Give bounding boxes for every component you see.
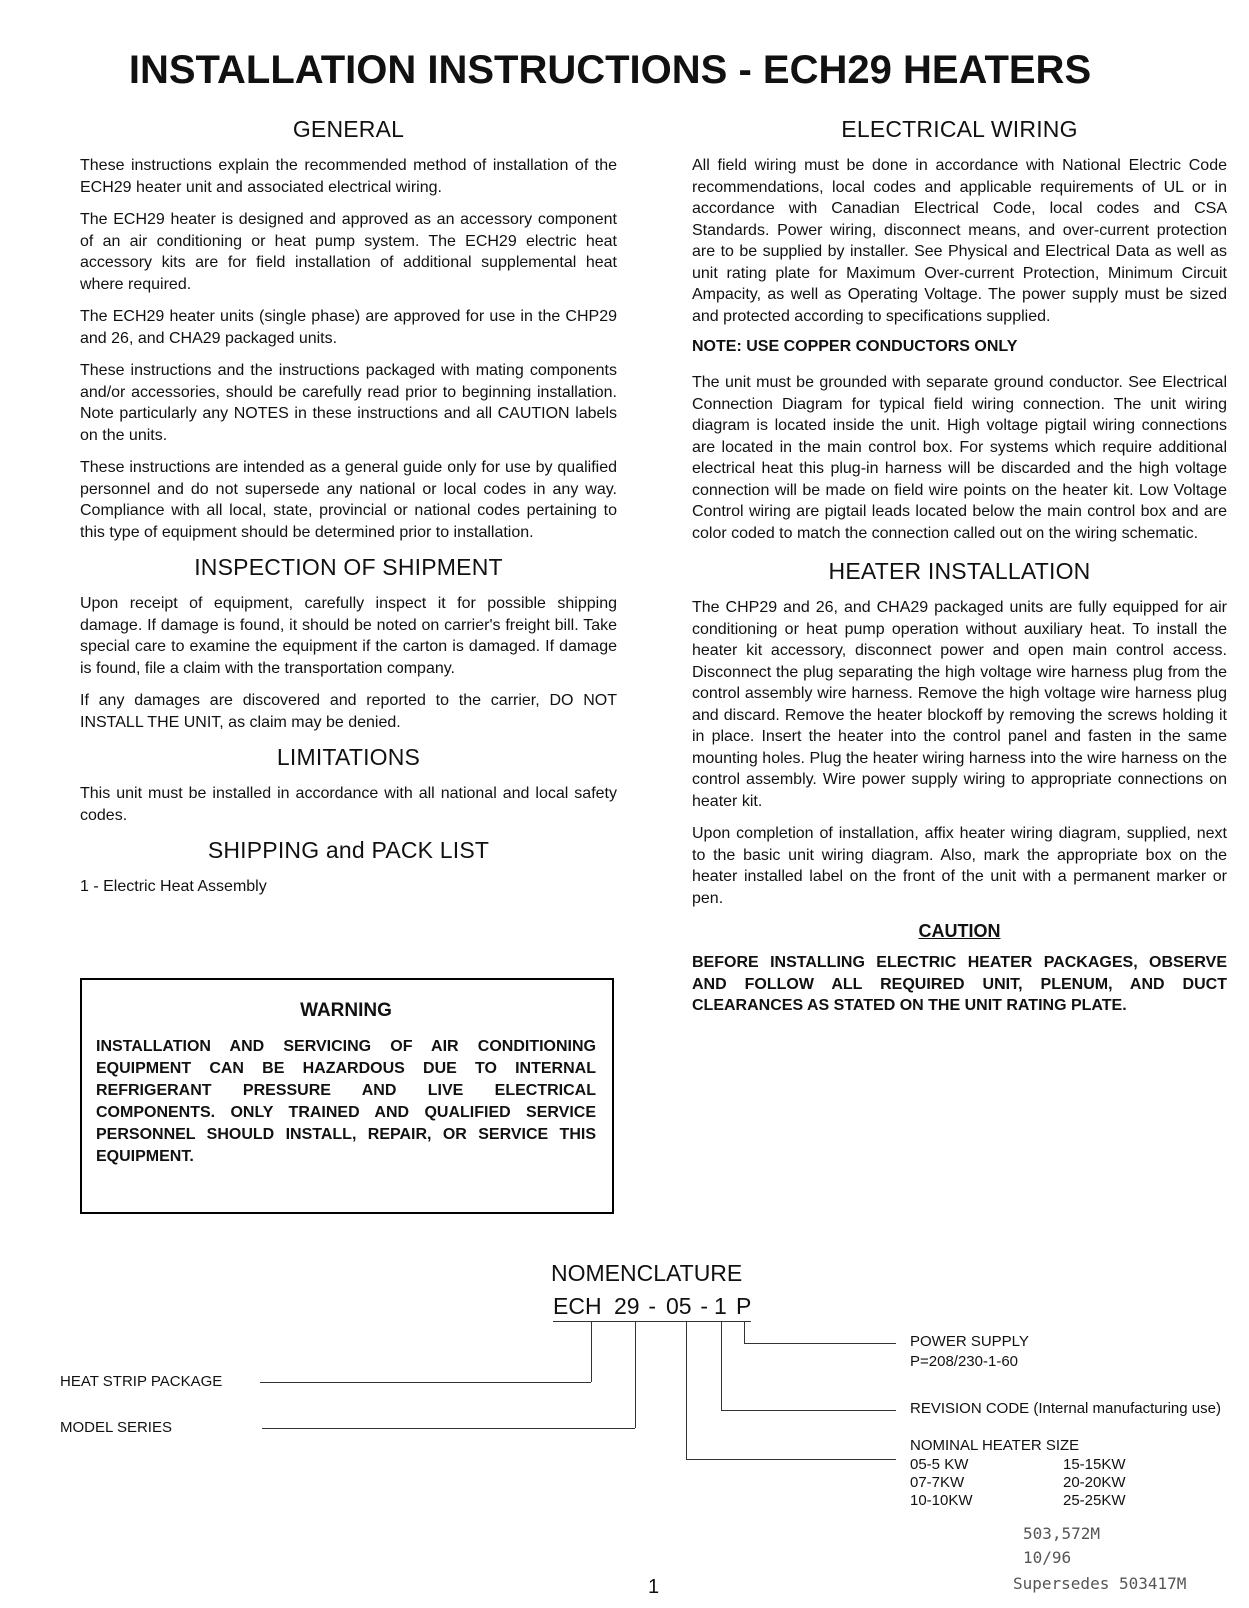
heater-size-drop <box>686 1322 687 1459</box>
stamp-supersedes: Supersedes 503417M <box>1013 1574 1187 1593</box>
heater-installation-paragraph-1: The CHP29 and 26, and CHA29 packaged units are fully equipped for air conditioning or heat pump operation without auxiliary heat. To install the heater kit accessory, disconnect power and open main control access. Disconnect the plug separating the high voltage wire harness plug from the control assembly wire harness. Remove the high voltage wire harness plug and discard. Remove the heater blockoff by removing the screws holding it in place. Insert the heater into the control panel and fasten in the same mounting holes. Plug the heater wiring harness into the wire harness on the control assembly. Wire power supply wiring to appropriate connections on heater kit. <box>692 599 1227 810</box>
heat-strip-drop <box>591 1322 592 1382</box>
shipping-heading: SHIPPING and PACK LIST <box>207 837 490 863</box>
heater-size-title: NOMINAL HEATER SIZE <box>910 1437 1080 1454</box>
code-p <box>736 1293 751 1320</box>
nomenclature-heading: NOMENCLATURE <box>551 1260 743 1286</box>
caution-text: BEFORE INSTALLING ELECTRIC HEATER PACKAGES, OBSERVE AND FOLLOW ALL REQUIRED UNIT, PLENUM, AND DUCT CLEARANCES AS STATED ON THE UNIT RATING PLATE. <box>692 954 1227 1014</box>
code-29-text: 29 <box>614 1293 640 1319</box>
code-sep1 <box>642 1293 662 1320</box>
size-05: 05-5 KW <box>910 1456 969 1473</box>
size-25: 25-25KW <box>1063 1492 1126 1509</box>
general-paragraph-1: These instructions explain the recommended method of installation of the ECH29 heater unit and associated electrical wiring. <box>80 157 617 196</box>
electrical-heading: ELECTRICAL WIRING <box>841 116 1078 142</box>
shipping-item: 1 - Electric Heat Assembly <box>80 878 267 895</box>
revision-drop <box>721 1322 722 1410</box>
inspection-paragraph-2: If any damages are discovered and reported to the carrier, DO NOT INSTALL THE UNIT, as claim may be denied. <box>80 692 617 731</box>
code-sep2-text: - <box>694 1293 709 1319</box>
code-sep3 <box>729 1293 735 1320</box>
model-series-label: MODEL SERIES <box>60 1419 172 1436</box>
code-ech-text: ECH <box>553 1293 602 1319</box>
general-paragraph-5: These instructions are intended as a general guide only for use by qualified personnel and do not supersede any national or local codes in any way. Compliance with all local, state, provincial or national codes pertaining to this type of equipment should be determined prior to installation. <box>80 459 617 541</box>
warning-text: INSTALLATION AND SERVICING OF AIR CONDITIONING EQUIPMENT CAN BE HAZARDOUS DUE TO INTERNAL REFRIGERANT PRESSURE AND LIVE ELECTRICAL COMPONENTS. ONLY TRAINED AND QUALIFIED SERVICE PERSONNEL SHOULD INSTALL, REPAIR, OR SERVICE THIS EQUIPMENT. <box>96 1038 596 1165</box>
limitations-heading: LIMITATIONS <box>276 744 421 770</box>
size-20: 20-20KW <box>1063 1474 1126 1491</box>
power-supply-drop <box>744 1322 745 1343</box>
power-supply-label: POWER SUPPLY <box>910 1333 1029 1350</box>
code-1 <box>714 1293 727 1320</box>
code-05-text: 05 <box>666 1293 692 1319</box>
size-10: 10-10KW <box>910 1492 973 1509</box>
electrical-paragraph-1: All field wiring must be done in accordance with National Electric Code recommendations, local codes and applicable requirements of UL or in accordance with Canadian Electrical Code, local codes and CSA Standards. Power wiring, disconnect means, and over-current protection are to be supplied by installer. See Physical and Electrical Data as well as unit rating plate for Maximum Over-current Protection, Minimum Circuit Ampacity, as well as Operating Voltage. The power supply must be sized and protected according to specifications supplied. <box>692 157 1227 325</box>
stamp-doc-number: 503,572M <box>1023 1524 1101 1543</box>
heat-strip-label: HEAT STRIP PACKAGE <box>60 1373 223 1390</box>
code-p-text: P <box>736 1293 752 1319</box>
revision-leader <box>721 1410 896 1411</box>
heater-size-leader <box>686 1459 896 1460</box>
size-07: 07-7KW <box>910 1474 965 1491</box>
code-29 <box>614 1293 640 1320</box>
general-paragraph-2: The ECH29 heater is designed and approved as an accessory component of an air conditioning or heat pump system. The ECH29 electric heat accessory kits are for field installation of additional supplemental heat where required. <box>80 211 617 293</box>
caution-heading: CAUTION <box>918 921 1001 941</box>
page-title: INSTALLATION INSTRUCTIONS - ECH29 HEATERS <box>128 48 1092 92</box>
code-sep3-text <box>729 1293 735 1319</box>
copper-note: NOTE: USE COPPER CONDUCTORS ONLY <box>692 338 1018 355</box>
warning-title: WARNING <box>300 1000 392 1021</box>
general-paragraph-4: These instructions and the instructions packaged with mating components and/or accessories, should be carefully read prior to beginning installation. Note particularly any NOTES in these instructions and all CAUTION labels on the units. <box>80 362 617 444</box>
code-sep1-text: - <box>642 1293 663 1319</box>
warning-box <box>80 978 614 1214</box>
power-supply-leader <box>744 1343 896 1344</box>
page-number: 1 <box>648 1576 660 1598</box>
limitations-paragraph: This unit must be installed in accordance with all national and local safety codes. <box>80 785 617 824</box>
inspection-paragraph-1: Upon receipt of equipment, carefully inspect it for possible shipping damage. If damage is found, it should be noted on carrier's freight bill. Take special care to examine the equipment if the carton is damaged. If damage is found, file a claim with the transportation company. <box>80 595 617 677</box>
code-ech <box>553 1293 602 1320</box>
code-sep2 <box>694 1293 708 1320</box>
right-column <box>692 116 1227 1017</box>
inspection-heading: INSPECTION OF SHIPMENT <box>194 554 503 580</box>
stamp-date: 10/96 <box>1023 1548 1072 1567</box>
heater-installation-paragraph-2: Upon completion of installation, affix heater wiring diagram, supplied, next to the basic unit wiring diagram. Also, mark the appropriate box on the heater installed label on the front of the unit with a permanent marker or pen. <box>692 825 1227 907</box>
model-series-leader <box>262 1428 635 1429</box>
general-heading: GENERAL <box>292 116 405 142</box>
revision-code-label: REVISION CODE (Internal manufacturing use) <box>910 1400 1221 1417</box>
power-supply-value: P=208/230-1-60 <box>910 1353 1019 1370</box>
heater-installation-heading: HEATER INSTALLATION <box>828 558 1091 584</box>
heat-strip-leader <box>260 1382 591 1383</box>
general-paragraph-3: The ECH29 heater units (single phase) are approved for use in the CHP29 and 26, and CHA29 packaged units. <box>80 308 617 347</box>
left-column <box>80 116 617 909</box>
electrical-paragraph-2: The unit must be grounded with separate ground conductor. See Electrical Connection Diagram for typical field wiring connection. The unit wiring diagram is located inside the unit. High voltage pigtail wiring connections are located in the main control box. For systems which require additional electrical heat this plug-in harness will be discarded and the high voltage connection will be made on field wire points on the heater kit. Low Voltage Control wiring are pigtail leads located below the main control box and are color coded to match the connection called out on the wiring schematic. <box>692 374 1227 542</box>
model-series-drop <box>635 1322 636 1428</box>
code-1-text: 1 <box>714 1293 727 1319</box>
code-05 <box>666 1293 692 1320</box>
size-15: 15-15KW <box>1063 1456 1126 1473</box>
